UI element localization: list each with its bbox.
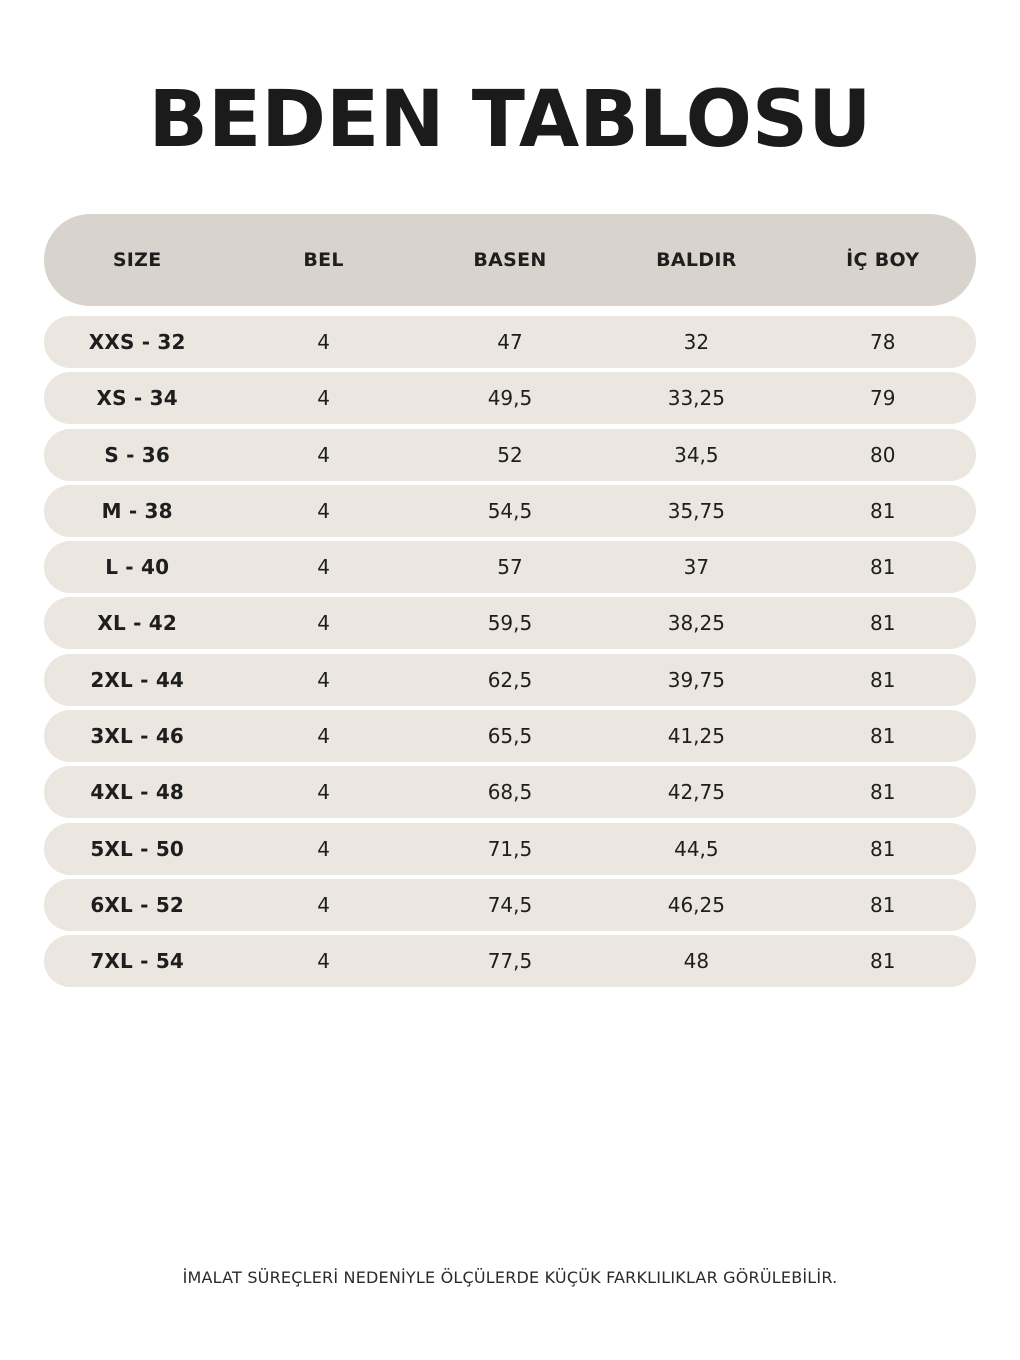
table-row (44, 879, 976, 931)
cell-size: S - 36 (104, 442, 171, 467)
table-row (44, 823, 976, 875)
cell-ic-boy: 81 (870, 949, 896, 974)
cell-bel: 4 (317, 836, 330, 861)
cell-ic-boy: 81 (870, 498, 896, 523)
cell-size: XL - 42 (97, 611, 177, 636)
cell-basen: 62,5 (487, 667, 533, 692)
footer-note: İMALAT SÜREÇLERİ NEDENİYLE ÖLÇÜLERDE KÜÇÜK FARKLILIKLAR GÖRÜLEBİLİR. (182, 1268, 838, 1287)
header-baldir: BALDIR (656, 249, 737, 271)
cell-size: 4XL - 48 (90, 780, 185, 805)
cell-baldir: 46,25 (667, 892, 725, 917)
cell-size: 7XL - 54 (90, 949, 185, 974)
cell-size: M - 38 (101, 498, 173, 523)
cell-bel: 4 (317, 611, 330, 636)
cell-bel: 4 (317, 386, 330, 411)
cell-ic-boy: 81 (870, 780, 896, 805)
header-ic-boy: İÇ BOY (846, 249, 920, 271)
cell-basen: 71,5 (487, 836, 533, 861)
cell-basen: 74,5 (487, 892, 533, 917)
cell-basen: 59,5 (487, 611, 533, 636)
cell-bel: 4 (317, 442, 330, 467)
cell-bel: 4 (317, 330, 330, 354)
table-header (44, 214, 976, 306)
cell-baldir: 38,25 (667, 611, 725, 636)
cell-baldir: 32 (683, 330, 710, 354)
cell-baldir: 48 (683, 949, 710, 974)
cell-bel: 4 (317, 724, 330, 749)
header-bel: BEL (303, 249, 344, 271)
cell-size: L - 40 (105, 555, 170, 580)
table-row (44, 766, 976, 818)
cell-baldir: 34,5 (674, 442, 719, 467)
cell-baldir: 42,75 (667, 780, 725, 805)
table-row (44, 597, 976, 649)
cell-baldir: 39,75 (667, 667, 725, 692)
cell-size: XXS - 32 (88, 330, 186, 354)
cell-bel: 4 (317, 780, 330, 805)
cell-ic-boy: 80 (870, 442, 896, 467)
table-row (44, 710, 976, 762)
cell-size: 2XL - 44 (90, 667, 185, 692)
cell-baldir: 37 (683, 555, 710, 580)
cell-size: 3XL - 46 (90, 724, 185, 749)
table-row (44, 654, 976, 706)
cell-bel: 4 (317, 555, 330, 580)
cell-size: 6XL - 52 (90, 892, 185, 917)
cell-baldir: 33,25 (667, 386, 725, 411)
cell-basen: 54,5 (487, 498, 533, 523)
cell-ic-boy: 81 (870, 667, 896, 692)
table-row (44, 316, 976, 368)
table-row (44, 935, 976, 987)
header-basen: BASEN (473, 249, 547, 271)
cell-basen: 49,5 (487, 386, 533, 411)
cell-basen: 47 (497, 330, 523, 354)
table-body (44, 316, 976, 987)
cell-baldir: 35,75 (667, 498, 725, 523)
cell-bel: 4 (317, 498, 330, 523)
cell-ic-boy: 81 (870, 836, 896, 861)
cell-bel: 4 (317, 892, 330, 917)
cell-basen: 57 (497, 555, 523, 580)
cell-bel: 4 (317, 949, 330, 974)
cell-baldir: 41,25 (667, 724, 725, 749)
cell-basen: 52 (497, 442, 523, 467)
cell-ic-boy: 81 (870, 611, 896, 636)
page-title: BEDEN TABLOSU (148, 75, 872, 165)
cell-baldir: 44,5 (674, 836, 719, 861)
cell-basen: 68,5 (487, 780, 533, 805)
cell-ic-boy: 81 (870, 724, 896, 749)
size-table (44, 214, 976, 992)
cell-basen: 65,5 (487, 724, 533, 749)
table-row (44, 541, 976, 593)
table-row (44, 429, 976, 481)
table-row (44, 372, 976, 424)
cell-basen: 77,5 (487, 949, 533, 974)
cell-ic-boy: 81 (870, 555, 896, 580)
cell-ic-boy: 78 (870, 330, 896, 354)
cell-size: 5XL - 50 (90, 836, 185, 861)
header-size: SIZE (112, 249, 162, 271)
cell-ic-boy: 81 (870, 892, 896, 917)
cell-size: XS - 34 (96, 386, 178, 411)
cell-bel: 4 (317, 667, 330, 692)
table-row (44, 485, 976, 537)
cell-ic-boy: 79 (870, 386, 896, 411)
